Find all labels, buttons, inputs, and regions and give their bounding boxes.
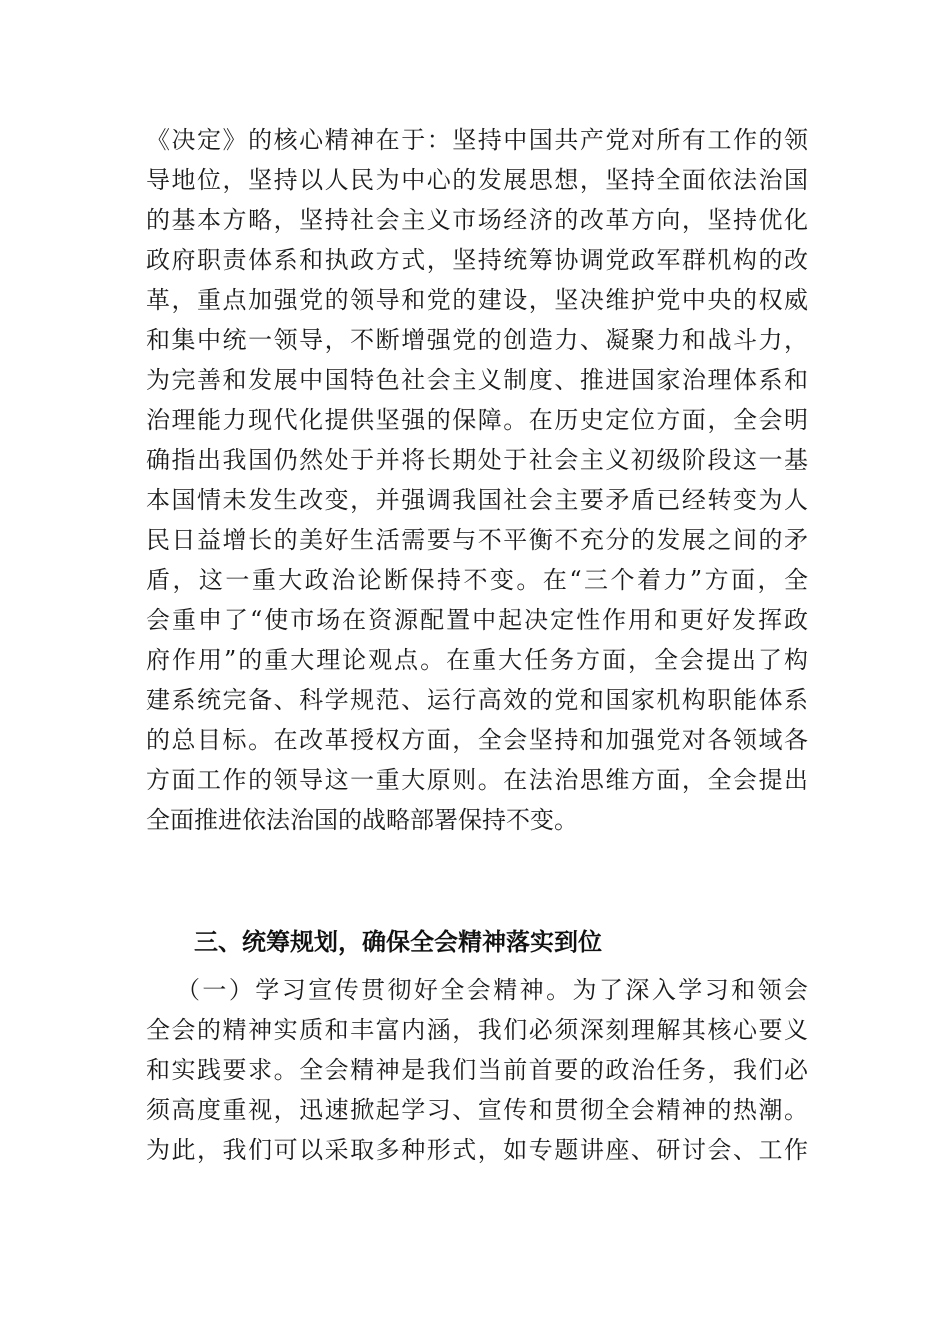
text-line: 和集中统一领导，不断增强党的创造力、凝聚力和战斗力， [146,326,808,354]
text-line: 和实践要求。全会精神是我们当前首要的政治任务，我们必 [146,1056,808,1084]
text-line: 政府职责体系和执政方式，坚持统筹协调党政军群机构的改 [146,246,808,274]
text-line: 确指出我国仍然处于并将长期处于社会主义初级阶段这一基 [146,446,808,474]
text-line: 为此，我们可以采取多种形式，如专题讲座、研讨会、工作 [146,1136,808,1164]
text-line: 革，重点加强党的领导和党的建设，坚决维护党中央的权威 [146,286,808,314]
paragraph-study-spirit [146,970,808,1170]
text-line: 《决定》的核心精神在于：坚持中国共产党对所有工作的领 [146,126,808,154]
text-line: 导地位，坚持以人民为中心的发展思想，坚持全面依法治国 [146,166,808,194]
text-line: 的基本方略，坚持社会主义市场经济的改革方向，坚持优化 [146,206,808,234]
text-line: 全会的精神实质和丰富内涵，我们必须深刻理解其核心要义 [146,1016,808,1044]
text-line: 民日益增长的美好生活需要与不平衡不充分的发展之间的矛 [146,526,808,554]
text-line: 须高度重视，迅速掀起学习、宣传和贯彻全会精神的热潮。 [146,1096,808,1124]
text-line: 盾，这一重大政治论断保持不变。在“三个着力”方面，全 [146,566,808,594]
text-line: 治理能力现代化提供坚强的保障。在历史定位方面，全会明 [146,406,808,434]
section-heading: 三、统筹规划，确保全会精神落实到位 [194,928,602,956]
text-line: （一）学习宣传贯彻好全会精神。为了深入学习和领会 [176,976,808,1004]
text-line: 建系统完备、科学规范、运行高效的党和国家机构职能体系 [146,686,808,714]
text-line: 方面工作的领导这一重大原则。在法治思维方面，全会提出 [146,766,808,794]
text-line: 会重申了“使市场在资源配置中起决定性作用和更好发挥政 [146,606,808,634]
text-line: 的总目标。在改革授权方面，全会坚持和加强党对各领域各 [146,726,808,754]
text-line: 府作用”的重大理论观点。在重大任务方面，全会提出了构 [146,646,808,674]
text-line: 全面推进依法治国的战略部署保持不变。 [146,806,578,834]
text-line: 为完善和发展中国特色社会主义制度、推进国家治理体系和 [146,366,808,394]
paragraph-core-spirit [146,120,808,840]
text-line: 本国情未发生改变，并强调我国社会主要矛盾已经转变为人 [146,486,808,514]
